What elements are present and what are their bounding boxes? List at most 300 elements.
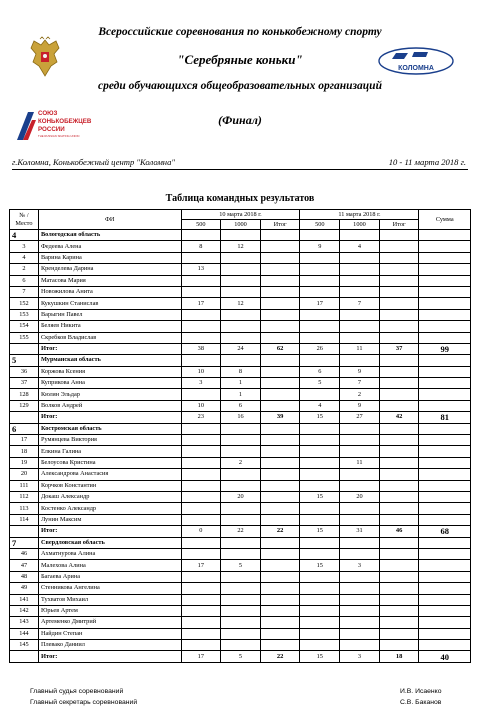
result-cell <box>300 514 340 525</box>
result-cell <box>181 491 221 502</box>
athlete-name: Малехова Алина <box>38 560 181 571</box>
result-cell: 17 <box>181 560 221 571</box>
result-cell: 9 <box>340 366 380 377</box>
result-cell <box>340 548 380 559</box>
athlete-number: 153 <box>10 309 39 320</box>
result-cell <box>300 286 340 297</box>
sum-cell <box>419 503 471 514</box>
result-cell <box>181 446 221 457</box>
result-cell: 15 <box>300 560 340 571</box>
athlete-number: 17 <box>10 435 39 446</box>
empty-cell <box>221 537 261 548</box>
result-cell <box>260 435 300 446</box>
result-cell <box>260 275 300 286</box>
result-cell <box>379 332 419 343</box>
result-cell <box>379 457 419 468</box>
empty-cell <box>340 230 380 241</box>
athlete-row <box>10 617 471 628</box>
empty-cell <box>221 230 261 241</box>
total-value: 23 <box>181 412 221 423</box>
result-cell <box>221 503 261 514</box>
result-cell <box>181 321 221 332</box>
judge-title: Главный судья соревнований <box>30 688 124 695</box>
athlete-row <box>10 583 471 594</box>
result-cell <box>221 628 261 639</box>
athlete-row <box>10 548 471 559</box>
empty-cell <box>340 355 380 366</box>
result-cell <box>260 514 300 525</box>
team-region: Вологодская область <box>38 230 181 241</box>
result-cell <box>221 321 261 332</box>
result-cell: 17 <box>181 298 221 309</box>
result-cell <box>221 435 261 446</box>
athlete-number: 2 <box>10 264 39 275</box>
result-cell <box>340 628 380 639</box>
sum-cell <box>419 400 471 411</box>
result-cell <box>260 252 300 263</box>
result-cell <box>379 469 419 480</box>
result-cell <box>379 286 419 297</box>
sum-cell <box>419 332 471 343</box>
empty-cell <box>221 423 261 434</box>
col-500-day2: 500 <box>300 220 340 230</box>
result-cell <box>379 491 419 502</box>
result-cell: 15 <box>300 491 340 502</box>
col-itog-day1: Итог <box>260 220 300 230</box>
sum-cell <box>419 264 471 275</box>
athlete-number: 36 <box>10 366 39 377</box>
result-cell <box>221 605 261 616</box>
result-cell <box>300 594 340 605</box>
athlete-row <box>10 264 471 275</box>
empty-cell <box>300 355 340 366</box>
team-header-row <box>10 423 471 434</box>
total-itog: 46 <box>379 526 419 537</box>
total-value: 0 <box>181 526 221 537</box>
col-1000-day2: 1000 <box>340 220 380 230</box>
athlete-row <box>10 241 471 252</box>
result-cell <box>260 241 300 252</box>
athlete-name: Матасова Мария <box>38 275 181 286</box>
result-cell: 4 <box>340 241 380 252</box>
total-value: 11 <box>340 343 380 354</box>
team-region: Свердловская область <box>38 537 181 548</box>
result-cell: 6 <box>300 366 340 377</box>
result-cell <box>260 480 300 491</box>
result-cell <box>340 252 380 263</box>
result-cell <box>260 628 300 639</box>
sum-cell <box>419 321 471 332</box>
athlete-name: Багаева Арина <box>38 571 181 582</box>
table-title: Таблица командных результатов <box>165 193 315 204</box>
result-cell <box>181 457 221 468</box>
athlete-number: 142 <box>10 605 39 616</box>
athlete-name: Белоусова Кристина <box>38 457 181 468</box>
team-sum: 99 <box>419 343 471 354</box>
result-cell <box>379 571 419 582</box>
result-cell <box>379 617 419 628</box>
athlete-number: 114 <box>10 514 39 525</box>
result-cell <box>300 628 340 639</box>
result-cell <box>379 309 419 320</box>
result-cell <box>181 605 221 616</box>
total-value: 17 <box>181 651 221 662</box>
col-num-header: № / Место <box>10 210 39 230</box>
athlete-row <box>10 571 471 582</box>
result-cell <box>221 275 261 286</box>
empty-cell <box>419 537 471 548</box>
result-cell <box>340 332 380 343</box>
result-cell <box>260 298 300 309</box>
result-cell <box>379 275 419 286</box>
sum-cell <box>419 446 471 457</box>
result-cell <box>340 321 380 332</box>
athlete-number: 7 <box>10 286 39 297</box>
athlete-number: 37 <box>10 378 39 389</box>
result-cell <box>340 583 380 594</box>
athlete-name: Найдин Степан <box>38 628 181 639</box>
total-value: 31 <box>340 526 380 537</box>
result-cell: 12 <box>221 241 261 252</box>
result-cell <box>260 503 300 514</box>
result-cell <box>260 389 300 400</box>
col-day2-header: 11 марта 2018 г. <box>300 210 419 220</box>
svg-text:THE RUSSIAN SKATING UNION: THE RUSSIAN SKATING UNION <box>38 134 80 138</box>
athlete-number: 6 <box>10 275 39 286</box>
result-cell <box>260 457 300 468</box>
athlete-row <box>10 286 471 297</box>
col-fi-header: ФИ <box>38 210 181 230</box>
result-cell <box>221 640 261 651</box>
empty-cell <box>221 355 261 366</box>
athlete-name: Варина Карина <box>38 252 181 263</box>
result-cell <box>340 435 380 446</box>
athlete-name: Кренделева Дарина <box>38 264 181 275</box>
athlete-name: Плевако Даниил <box>38 640 181 651</box>
athlete-row <box>10 594 471 605</box>
athlete-number: 155 <box>10 332 39 343</box>
result-cell: 3 <box>181 378 221 389</box>
result-cell: 9 <box>300 241 340 252</box>
athlete-name: Варыгин Павел <box>38 309 181 320</box>
result-cell <box>181 275 221 286</box>
team-region: Костромская область <box>38 423 181 434</box>
total-itog: 62 <box>260 343 300 354</box>
empty-cell <box>260 423 300 434</box>
athlete-number: 3 <box>10 241 39 252</box>
result-cell: 2 <box>221 457 261 468</box>
empty-cell <box>260 355 300 366</box>
empty-cell <box>260 230 300 241</box>
result-cell <box>260 605 300 616</box>
total-value: 5 <box>221 651 261 662</box>
result-cell <box>379 583 419 594</box>
total-value: 16 <box>221 412 261 423</box>
result-cell <box>181 286 221 297</box>
result-cell: 1 <box>221 389 261 400</box>
result-cell <box>300 446 340 457</box>
result-cell <box>181 548 221 559</box>
athlete-number: 18 <box>10 446 39 457</box>
result-cell <box>340 617 380 628</box>
empty-cell <box>300 537 340 548</box>
result-cell <box>300 548 340 559</box>
result-cell <box>260 309 300 320</box>
result-cell: 6 <box>221 400 261 411</box>
athlete-number: 113 <box>10 503 39 514</box>
total-itog: 37 <box>379 343 419 354</box>
svg-text:СОЮЗ: СОЮЗ <box>38 110 58 117</box>
result-cell: 2 <box>340 389 380 400</box>
result-cell <box>181 435 221 446</box>
result-cell <box>260 491 300 502</box>
athlete-name: Коржова Ксения <box>38 366 181 377</box>
athlete-row <box>10 400 471 411</box>
result-cell <box>379 605 419 616</box>
athlete-number: 48 <box>10 571 39 582</box>
empty-cell <box>340 537 380 548</box>
result-cell <box>181 480 221 491</box>
team-place: 5 <box>10 355 39 366</box>
athlete-row <box>10 309 471 320</box>
result-cell: 12 <box>221 298 261 309</box>
result-cell <box>379 480 419 491</box>
result-cell <box>181 252 221 263</box>
empty-cell <box>379 355 419 366</box>
team-sum: 68 <box>419 526 471 537</box>
svg-text:РОССИИ: РОССИИ <box>38 126 65 133</box>
empty-cell <box>340 423 380 434</box>
result-cell <box>300 605 340 616</box>
athlete-number: 46 <box>10 548 39 559</box>
sum-cell <box>419 457 471 468</box>
empty-cell <box>419 423 471 434</box>
result-cell <box>300 503 340 514</box>
team-place: 7 <box>10 537 39 548</box>
athlete-number: 19 <box>10 457 39 468</box>
result-cell <box>379 560 419 571</box>
total-itog: 18 <box>379 651 419 662</box>
athlete-number: 152 <box>10 298 39 309</box>
result-cell <box>379 389 419 400</box>
empty-cell <box>181 230 221 241</box>
result-cell: 20 <box>340 491 380 502</box>
athlete-number: 128 <box>10 389 39 400</box>
result-cell <box>260 560 300 571</box>
athlete-name: Тухватов Михаил <box>38 594 181 605</box>
team-sum: 81 <box>419 412 471 423</box>
empty-cell <box>181 537 221 548</box>
athlete-row <box>10 389 471 400</box>
header-event-title: "Серебряные коньки" <box>177 52 303 67</box>
result-cell: 17 <box>300 298 340 309</box>
athlete-row <box>10 366 471 377</box>
result-cell <box>260 332 300 343</box>
result-cell <box>181 571 221 582</box>
result-cell <box>181 503 221 514</box>
header-final: (Финал) <box>218 113 262 127</box>
athlete-row <box>10 332 471 343</box>
result-cell <box>379 548 419 559</box>
empty-cell <box>10 343 39 354</box>
result-cell <box>300 275 340 286</box>
result-cell <box>340 469 380 480</box>
results-body <box>10 230 471 663</box>
result-cell <box>260 548 300 559</box>
result-cell <box>340 571 380 582</box>
sum-cell <box>419 617 471 628</box>
athlete-row <box>10 491 471 502</box>
athlete-row <box>10 503 471 514</box>
result-cell <box>181 628 221 639</box>
result-cell <box>221 332 261 343</box>
result-cell <box>340 275 380 286</box>
result-cell: 1 <box>221 378 261 389</box>
result-cell <box>221 309 261 320</box>
result-cell <box>379 298 419 309</box>
result-cell <box>221 594 261 605</box>
athlete-name: Юрьев Артем <box>38 605 181 616</box>
sum-cell <box>419 571 471 582</box>
team-header-row <box>10 230 471 241</box>
athlete-row <box>10 446 471 457</box>
sum-cell <box>419 286 471 297</box>
venue-row <box>12 157 466 167</box>
kolomna-logo-text: КОЛОМНА <box>398 65 434 72</box>
total-value: 3 <box>340 651 380 662</box>
athlete-row <box>10 628 471 639</box>
judge-name: И.В. Исаенко <box>400 688 442 695</box>
result-cell <box>260 640 300 651</box>
result-cell: 11 <box>340 457 380 468</box>
result-cell <box>221 583 261 594</box>
team-place: 4 <box>10 230 39 241</box>
empty-cell <box>10 651 39 662</box>
empty-cell <box>379 537 419 548</box>
empty-cell <box>260 537 300 548</box>
total-itog: 22 <box>260 651 300 662</box>
athlete-name: Стенникова Ангелина <box>38 583 181 594</box>
athlete-number: 141 <box>10 594 39 605</box>
empty-cell <box>10 412 39 423</box>
result-cell <box>181 640 221 651</box>
result-cell <box>340 264 380 275</box>
result-cell <box>181 617 221 628</box>
sum-cell <box>419 309 471 320</box>
result-cell <box>260 594 300 605</box>
venue-location: г.Коломна, Конькобежный центр "Коломна" <box>12 157 175 167</box>
result-cell <box>260 571 300 582</box>
result-cell <box>221 548 261 559</box>
athlete-row <box>10 560 471 571</box>
result-cell <box>221 286 261 297</box>
total-value: 38 <box>181 343 221 354</box>
sum-cell <box>419 583 471 594</box>
athlete-row <box>10 378 471 389</box>
total-itog: 39 <box>260 412 300 423</box>
result-cell <box>181 594 221 605</box>
team-results-table <box>9 209 471 663</box>
result-cell <box>221 514 261 525</box>
total-value: 15 <box>300 412 340 423</box>
total-value: 15 <box>300 526 340 537</box>
athlete-number: 111 <box>10 480 39 491</box>
team-region: Мурманская область <box>38 355 181 366</box>
secretary-name: С.В. Баканов <box>400 699 442 706</box>
sum-cell <box>419 548 471 559</box>
empty-cell <box>379 230 419 241</box>
result-cell <box>221 252 261 263</box>
result-cell <box>300 264 340 275</box>
sum-cell <box>419 389 471 400</box>
athlete-row <box>10 480 471 491</box>
result-cell <box>221 469 261 480</box>
athlete-name: Ахматнурова Алина <box>38 548 181 559</box>
result-cell: 7 <box>340 378 380 389</box>
col-500-day1: 500 <box>181 220 221 230</box>
athlete-number: 4 <box>10 252 39 263</box>
col-itog-day2: Итог <box>379 220 419 230</box>
athlete-row <box>10 605 471 616</box>
result-cell: 10 <box>181 366 221 377</box>
sum-cell <box>419 514 471 525</box>
total-label: Итог: <box>38 412 181 423</box>
result-cell <box>379 446 419 457</box>
result-cell <box>379 252 419 263</box>
athlete-row <box>10 252 471 263</box>
empty-cell <box>300 230 340 241</box>
result-cell <box>260 286 300 297</box>
sum-cell <box>419 378 471 389</box>
sum-cell <box>419 275 471 286</box>
team-total-row <box>10 343 471 354</box>
result-cell <box>300 309 340 320</box>
athlete-number: 47 <box>10 560 39 571</box>
result-cell: 7 <box>340 298 380 309</box>
athlete-name: Скребков Владислав <box>38 332 181 343</box>
result-cell <box>300 435 340 446</box>
athlete-name: Александрова Анастасия <box>38 469 181 480</box>
result-cell <box>300 571 340 582</box>
result-cell <box>300 457 340 468</box>
athlete-name: Корчков Константин <box>38 480 181 491</box>
total-value: 22 <box>221 526 261 537</box>
result-cell <box>379 366 419 377</box>
result-cell <box>300 321 340 332</box>
venue-dates: 10 - 11 марта 2018 г. <box>388 157 466 167</box>
result-cell <box>379 321 419 332</box>
empty-cell <box>419 230 471 241</box>
sum-cell <box>419 252 471 263</box>
result-cell <box>340 480 380 491</box>
header-line-3: среди обучающихся общеобразовательных организаций <box>98 80 382 92</box>
result-cell <box>340 503 380 514</box>
total-label: Итог: <box>38 343 181 354</box>
athlete-row <box>10 640 471 651</box>
result-cell: 13 <box>181 264 221 275</box>
result-cell <box>221 480 261 491</box>
empty-cell <box>300 423 340 434</box>
result-cell: 5 <box>300 378 340 389</box>
athlete-row <box>10 298 471 309</box>
team-total-row <box>10 412 471 423</box>
empty-cell <box>181 423 221 434</box>
result-cell <box>260 446 300 457</box>
header-line-1: Всероссийские соревнования по конькобежному спорту <box>98 26 382 38</box>
athlete-name: Румянцева Виктория <box>38 435 181 446</box>
athlete-name: Федеева Алена <box>38 241 181 252</box>
result-cell <box>300 480 340 491</box>
